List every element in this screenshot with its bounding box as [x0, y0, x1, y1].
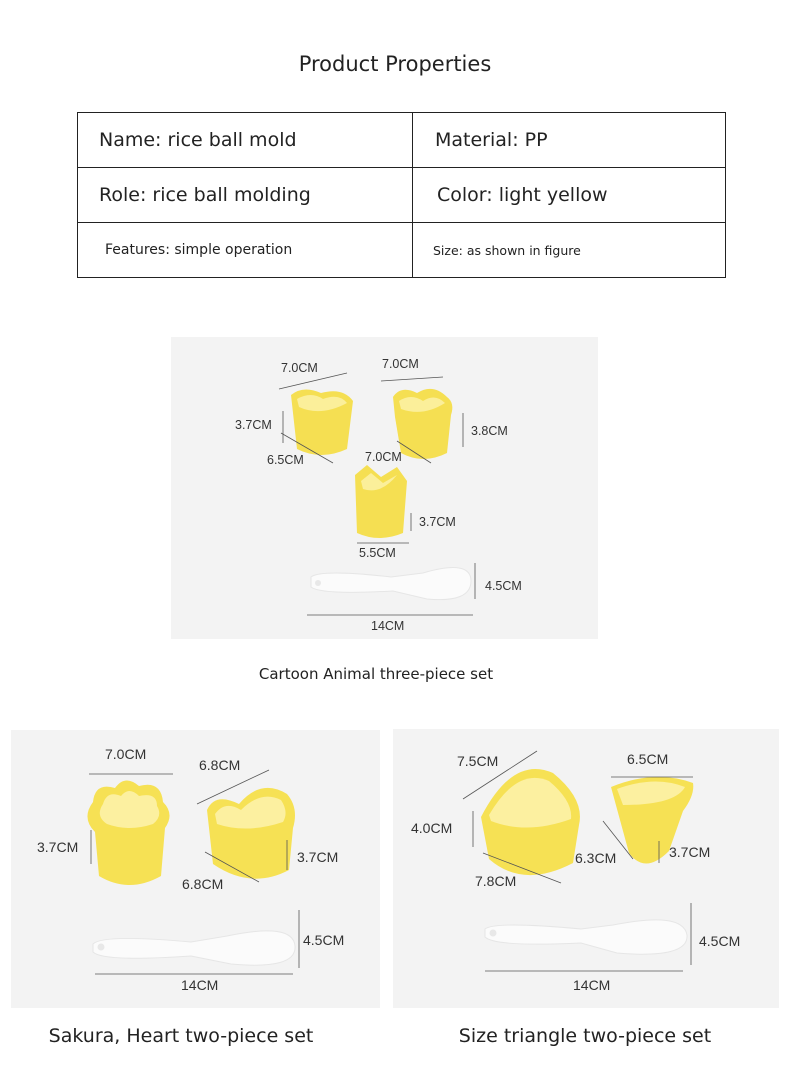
role-cell: Role: rice ball molding — [99, 184, 311, 206]
dim-label: 7.5CM — [457, 753, 499, 769]
dim-label: 3.8CM — [471, 424, 508, 438]
sakura-heart-caption: Sakura, Heart two-piece set — [48, 1025, 314, 1047]
color-cell: Color: light yellow — [437, 184, 608, 206]
dim-label: 6.8CM — [199, 757, 241, 773]
triangle-set-caption: Size triangle two-piece set — [458, 1025, 712, 1047]
cartoon-set-caption: Cartoon Animal three-piece set — [258, 665, 494, 683]
table-row — [78, 113, 726, 168]
page-title: Product Properties — [298, 52, 492, 76]
heart-mold — [207, 788, 295, 879]
flower-mold — [87, 780, 169, 885]
features-cell: Features: simple operation — [105, 242, 293, 258]
dim-label: 5.5CM — [359, 546, 396, 560]
dim-label: 14CM — [573, 977, 611, 993]
table-row — [78, 223, 726, 278]
dim-label: 7.0CM — [281, 361, 318, 375]
dim-label: 3.7CM — [419, 515, 456, 529]
properties-table — [77, 112, 726, 278]
dim-label: 14CM — [371, 619, 405, 633]
cartoon-set-photo — [171, 337, 598, 639]
big-triangle-mold — [481, 769, 580, 875]
triangle-set-photo — [393, 729, 779, 1008]
dim-label: 6.8CM — [182, 876, 224, 892]
cartoon-mold-a — [291, 389, 353, 455]
dim-label: 3.7CM — [669, 844, 711, 860]
dim-label: 6.5CM — [267, 453, 304, 467]
dim-label: 6.3CM — [575, 850, 617, 866]
dim-label: 7.0CM — [105, 746, 147, 762]
spoon — [485, 920, 687, 954]
dim-label: 3.7CM — [235, 418, 272, 432]
dim-label: 14CM — [181, 977, 219, 993]
dim-label: 4.5CM — [699, 933, 741, 949]
dim-label: 4.5CM — [485, 579, 522, 593]
dim-label: 4.5CM — [303, 932, 345, 948]
material-cell: Material: PP — [435, 129, 548, 151]
cartoon-mold-b — [393, 389, 452, 459]
dim-label: 6.5CM — [627, 751, 669, 767]
table-row — [78, 168, 726, 223]
spoon — [93, 931, 295, 965]
size-cell: Size: as shown in figure — [433, 242, 581, 258]
name-cell: Name: rice ball mold — [99, 129, 297, 151]
sakura-heart-set-photo — [11, 730, 380, 1008]
spoon — [311, 568, 471, 600]
cartoon-mold-c — [355, 465, 407, 538]
dim-label: 3.7CM — [37, 839, 79, 855]
dim-label: 7.0CM — [382, 357, 419, 371]
dim-label: 7.8CM — [475, 873, 517, 889]
dim-label: 4.0CM — [411, 820, 453, 836]
dim-label: 7.0CM — [365, 450, 402, 464]
dim-label: 3.7CM — [297, 849, 339, 865]
